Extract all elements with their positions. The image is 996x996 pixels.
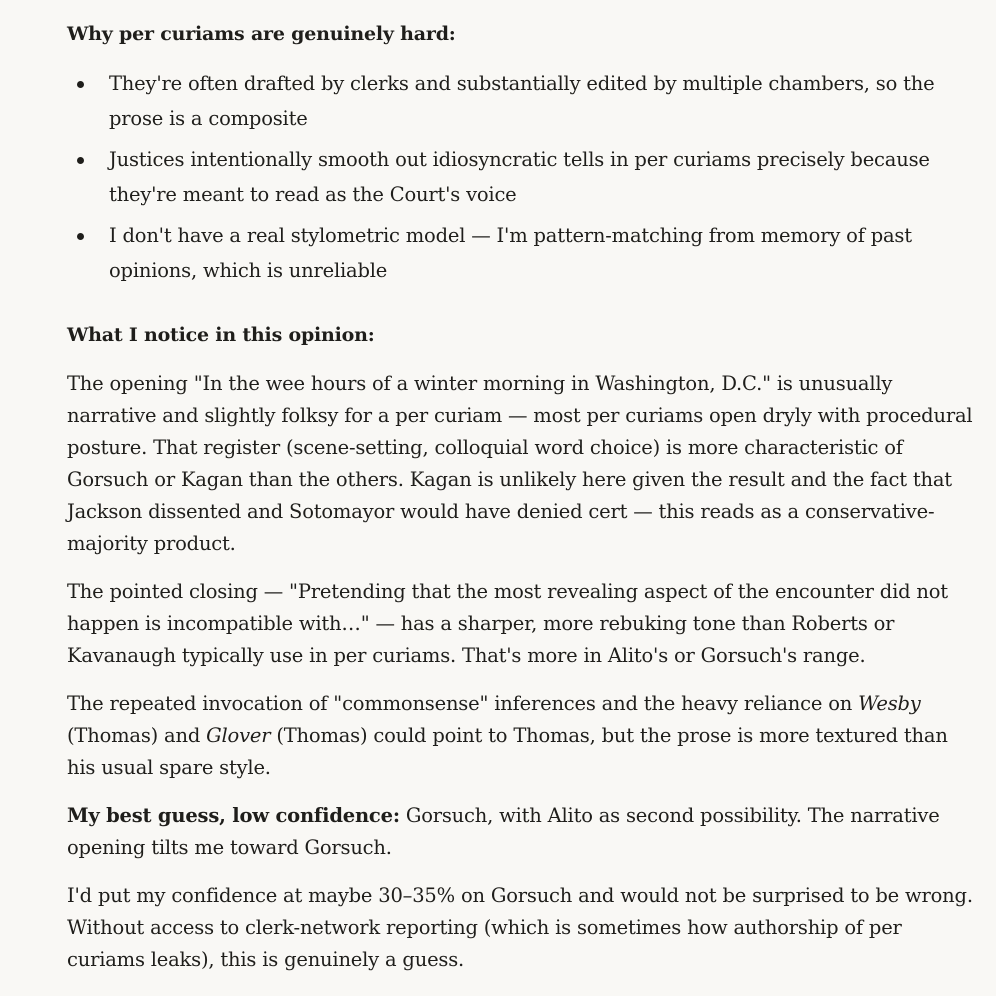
paragraph-closing-analysis: The pointed closing — "Pretending that the most revealing aspect of the encounter did not happen is incompatible with…" — has a sharper, more rebuking tone than Roberts or Kavanaugh typically use in per curiams. That's more in Alito's or Gorsuch's range. — [67, 580, 948, 667]
list-item — [67, 142, 957, 212]
bullet-list — [67, 66, 957, 294]
list-item — [67, 66, 957, 136]
text-span: The repeated invocation of "commonsense" inferences and the heavy reliance on — [67, 692, 859, 715]
bullet-icon — [77, 233, 84, 240]
paragraph-opening-analysis: The opening "In the wee hours of a winter morning in Washington, D.C." is unusually narrative and slightly folksy for a per curiam — most per curiams open dryly with procedural posture. That register (scene-setting, colloquial word choice) is more characteristic of Gorsuch or Kagan than the others. Kagan is unlikely here given the result and the fact that Jackson dissented and Sotomayor would have denied cert — this reads as a conservative-majority product. — [67, 372, 973, 555]
list-item-text: I don't have a real stylometric model — I'm pattern-matching from memory of past opinions, which is unreliable — [109, 224, 912, 282]
text-span: Gorsuch, with Alito as second possibility. The narrative opening tilts me toward Gorsuch. — [67, 804, 940, 859]
paragraph-confidence: I'd put my confidence at maybe 30–35% on Gorsuch and would not be surprised to be wrong. Without access to clerk-network reporting (which is sometimes how authorship of per curiams leaks), this is genuinely a guess. — [67, 884, 973, 971]
section-heading-why: Why per curiams are genuinely hard: — [67, 23, 456, 45]
paragraph-thomas-analysis — [67, 688, 979, 784]
case-name-wesby: Wesby — [858, 692, 921, 715]
bullet-icon — [77, 81, 84, 88]
text-span: (Thomas) and — [67, 724, 207, 747]
best-guess-label: My best guess, low confidence: — [67, 804, 400, 827]
list-item-text: They're often drafted by clerks and substantially edited by multiple chambers, so the prose is a composite — [109, 72, 935, 130]
section-heading-notice: What I notice in this opinion: — [67, 324, 375, 346]
list-item-text: Justices intentionally smooth out idiosyncratic tells in per curiams precisely because they're meant to read as the Court's voice — [109, 148, 930, 206]
case-name-glover: Glover — [206, 724, 271, 747]
paragraph-best-guess — [67, 800, 979, 864]
bullet-icon — [77, 157, 84, 164]
list-item — [67, 218, 957, 288]
text-span: (Thomas) could point to Thomas, but the prose is more textured than his usual spare style. — [67, 724, 948, 779]
